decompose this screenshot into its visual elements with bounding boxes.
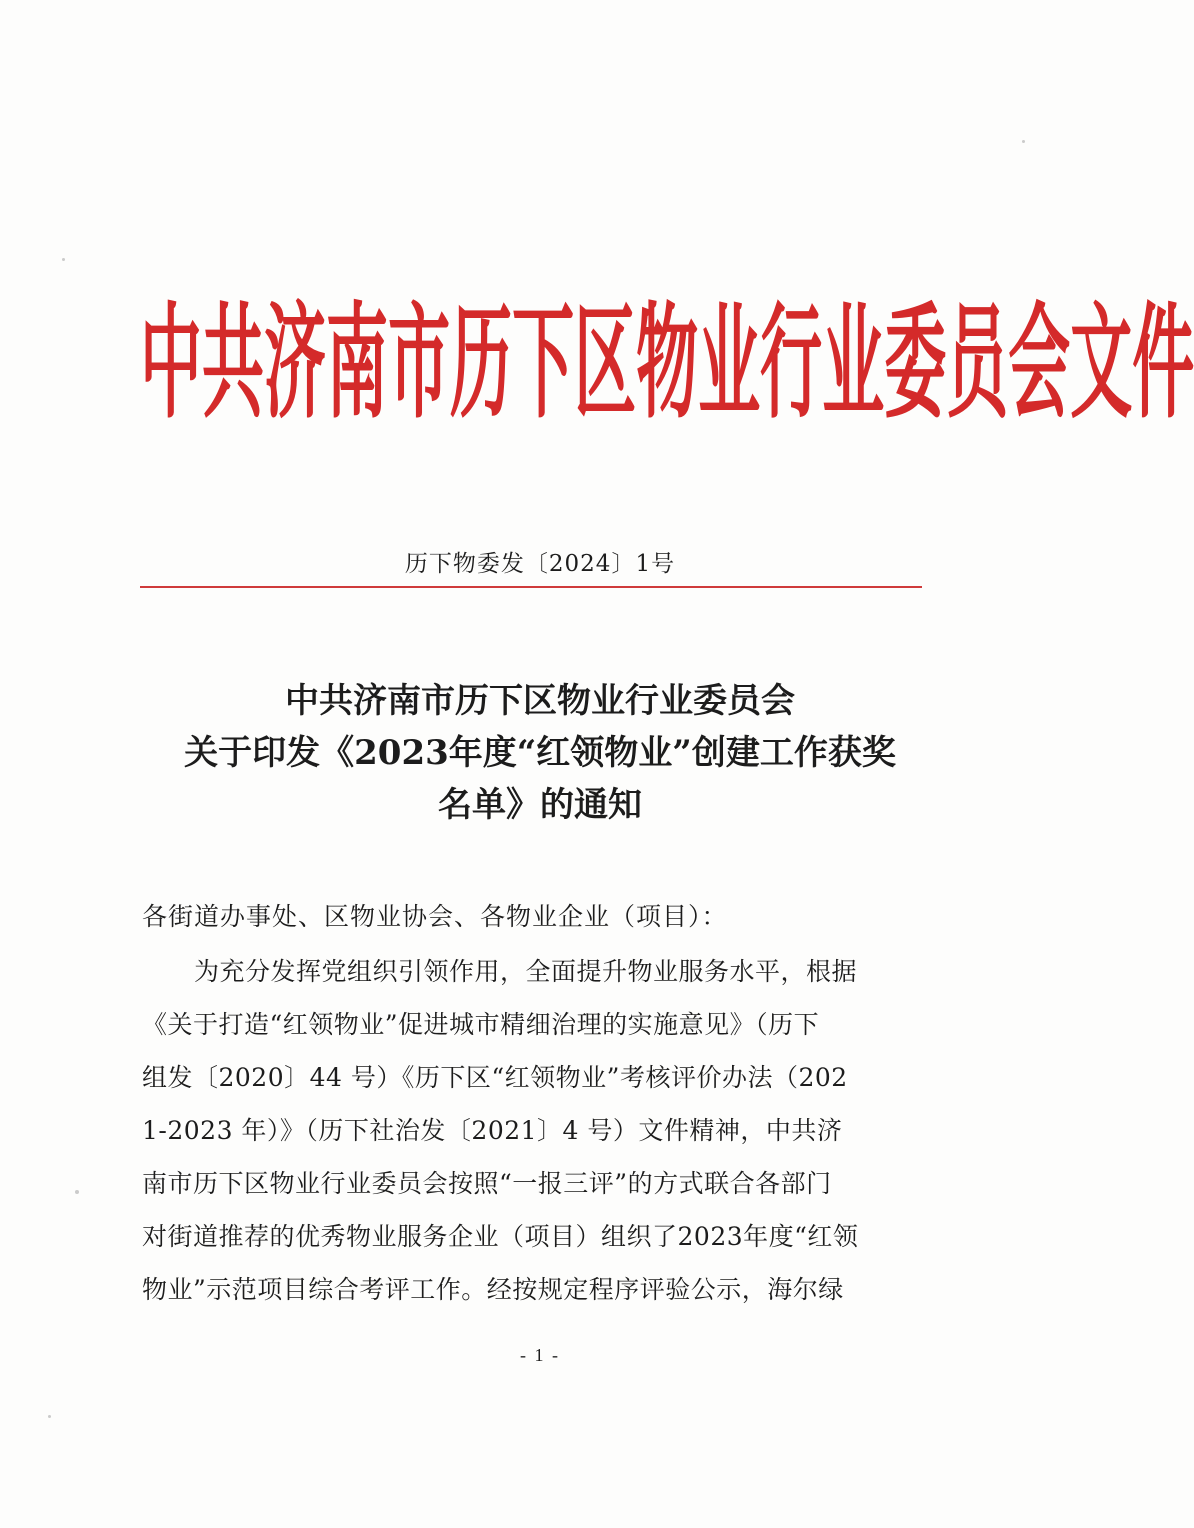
title-line-3: 名单》的通知	[438, 785, 642, 825]
body-line: 为充分发挥党组织引领作用，全面提升物业服务水平，根据	[194, 957, 858, 986]
masthead-char: 市	[388, 289, 451, 435]
masthead-char: 中	[140, 289, 203, 435]
masthead-char: 行	[760, 289, 823, 435]
body-text	[142, 945, 942, 1316]
document-number: 历下物委发〔2024〕1号	[404, 551, 676, 577]
masthead-char: 业	[698, 289, 761, 435]
masthead-char: 员	[946, 289, 1009, 435]
body-line: 1-2023 年）》（历下社治发〔2021〕4 号）文件精神，中共济	[142, 1116, 843, 1145]
body-line: 《关于打造“红领物业”促进城市精细治理的实施意见》（历下	[142, 1010, 820, 1039]
scan-speck	[75, 1190, 79, 1194]
addressee-line: 各街道办事处、区物业协会、各物业企业（项目）：	[142, 902, 728, 931]
masthead-char: 济	[264, 289, 327, 435]
title-line-1: 中共济南市历下区物业行业委员会	[285, 681, 795, 721]
masthead-char: 物	[636, 289, 699, 435]
scan-speck	[62, 258, 65, 261]
masthead-char: 历	[450, 289, 513, 435]
body-line: 对街道推荐的优秀物业服务企业（项目）组织了2023年度“红领	[142, 1222, 859, 1251]
masthead-char: 件	[1132, 289, 1194, 435]
masthead-char: 下	[512, 289, 575, 435]
masthead-char: 区	[574, 289, 637, 435]
body-line: 物业”示范项目综合考评工作。经按规定程序评验公示，海尔绿	[142, 1275, 844, 1304]
page-number: - 1 -	[520, 1345, 560, 1365]
red-separator-line	[140, 586, 922, 588]
body-line: 组发〔2020〕44 号）《历下区“红领物业”考核评价办法（202	[142, 1063, 848, 1092]
masthead-char: 业	[822, 289, 885, 435]
document-title	[140, 675, 940, 831]
masthead-char: 委	[884, 289, 947, 435]
document-masthead	[140, 282, 1194, 435]
masthead-char: 文	[1070, 289, 1133, 435]
scan-speck	[1022, 140, 1025, 143]
body-line: 南市历下区物业行业委员会按照“一报三评”的方式联合各部门	[142, 1169, 832, 1198]
title-line-2: 关于印发《2023年度“红领物业”创建工作获奖	[184, 733, 896, 773]
scan-speck	[48, 1415, 51, 1418]
masthead-char: 南	[326, 289, 389, 435]
masthead-char: 会	[1008, 289, 1071, 435]
masthead-char: 共	[202, 289, 265, 435]
